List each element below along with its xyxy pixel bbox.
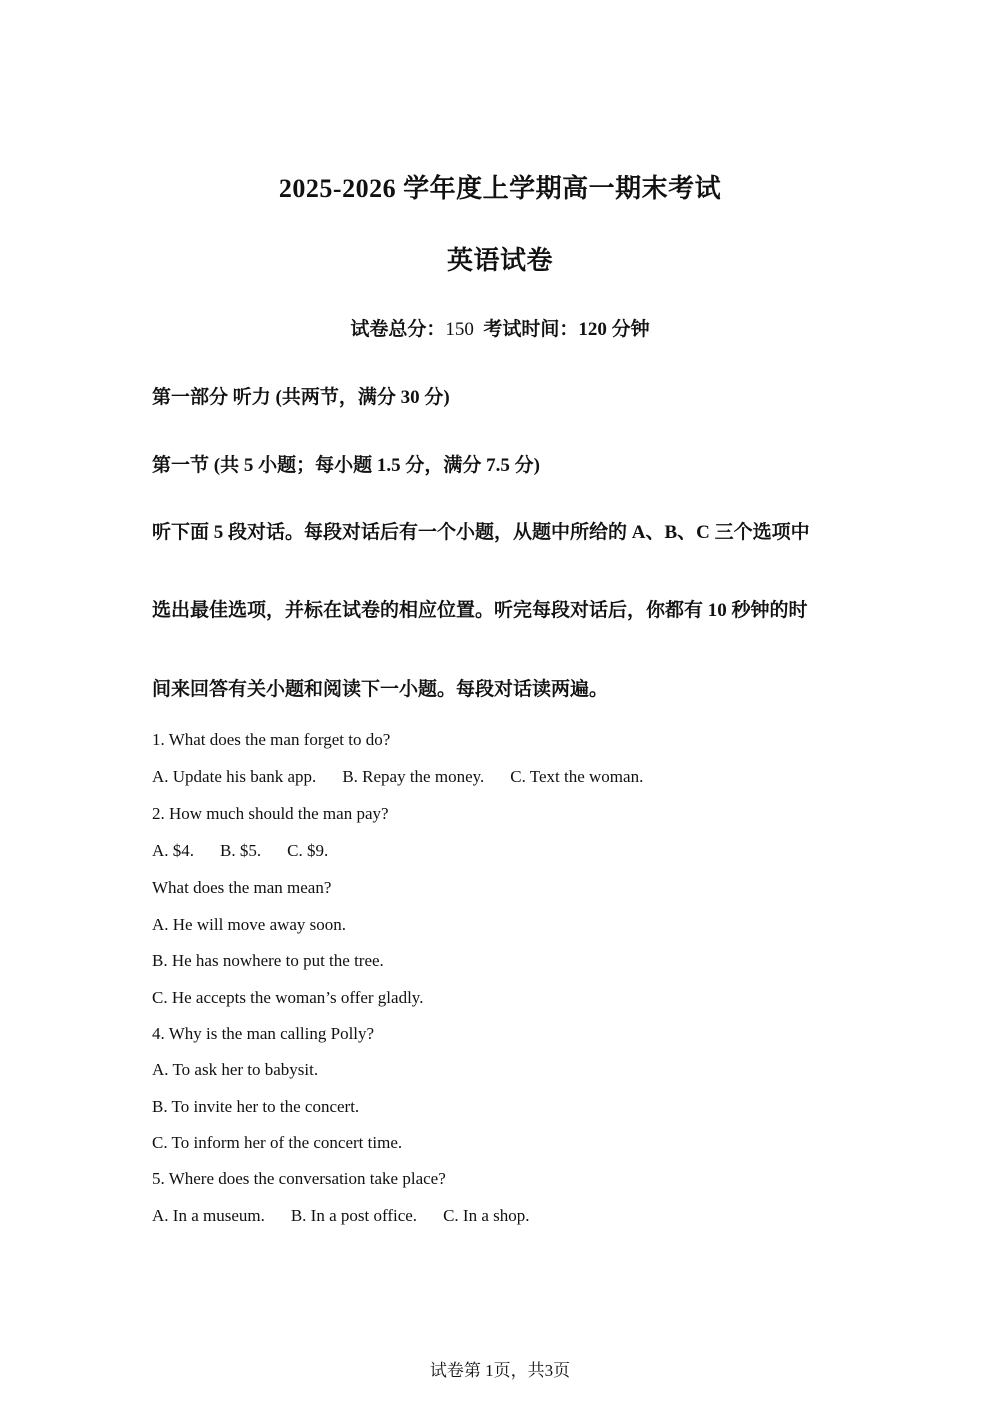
question-3-option-b: B. He has nowhere to put the tree.	[152, 951, 384, 970]
total-score-value: 150	[445, 319, 474, 340]
question-3-stem: What does the man mean?	[152, 878, 332, 897]
question-5-stem: 5. Where does the conversation take place?	[152, 1169, 446, 1188]
question-3-option-c: C. He accepts the woman’s offer gladly.	[152, 988, 424, 1007]
question-2-stem: 2. How much should the man pay?	[152, 804, 389, 823]
total-score-label: 试卷总分：	[350, 319, 446, 340]
question-2-option-c: C. $9.	[287, 841, 329, 860]
question-1-option-a: A. Update his bank app.	[152, 767, 317, 786]
exam-title: 2025-2026 学年度上学期高一期末考试	[278, 174, 722, 203]
question-5-options	[152, 1206, 529, 1226]
exam-meta	[0, 314, 1000, 341]
question-1-option-b: B. Repay the money.	[342, 767, 485, 786]
exam-subtitle: 英语试卷	[446, 246, 553, 275]
exam-time-label: 考试时间：	[483, 319, 579, 340]
question-3-option-a: A. He will move away soon.	[152, 915, 347, 934]
question-1-options	[152, 767, 643, 787]
part-heading: 第一部分 听力 (共两节，满分 30 分)	[152, 387, 450, 408]
question-5-option-b: B. In a post office.	[290, 1206, 418, 1225]
question-4-stem: 4. Why is the man calling Polly?	[152, 1024, 375, 1043]
question-2-option-b: B. $5.	[220, 841, 262, 860]
question-2-options	[152, 841, 328, 861]
instruction-line: 选出最佳选项，并标在试卷的相应位置。听完每段对话后，你都有 10 秒钟的时	[152, 600, 808, 621]
instruction-line: 间来回答有关小题和阅读下一小题。每段对话读两遍。	[152, 679, 609, 700]
question-5-option-a: A. In a museum.	[152, 1206, 265, 1225]
question-1-option-c: C. Text the woman.	[510, 767, 644, 786]
question-2-option-a: A. $4.	[152, 841, 195, 860]
question-4-option-a: A. To ask her to babysit.	[152, 1060, 319, 1079]
question-4-option-b: B. To invite her to the concert.	[152, 1097, 360, 1116]
question-5-option-c: C. In a shop.	[443, 1206, 530, 1225]
section-heading: 第一节 (共 5 小题；每小题 1.5 分，满分 7.5 分)	[152, 455, 540, 476]
question-1-stem: 1. What does the man forget to do?	[152, 730, 391, 749]
exam-time-value: 120 分钟	[578, 319, 650, 340]
instruction-line: 听下面 5 段对话。每段对话后有一个小题，从题中所给的 A、B、C 三个选项中	[152, 522, 810, 543]
page-footer: 试卷第 1页，共3页	[429, 1361, 571, 1380]
question-4-option-c: C. To inform her of the concert time.	[152, 1133, 403, 1152]
